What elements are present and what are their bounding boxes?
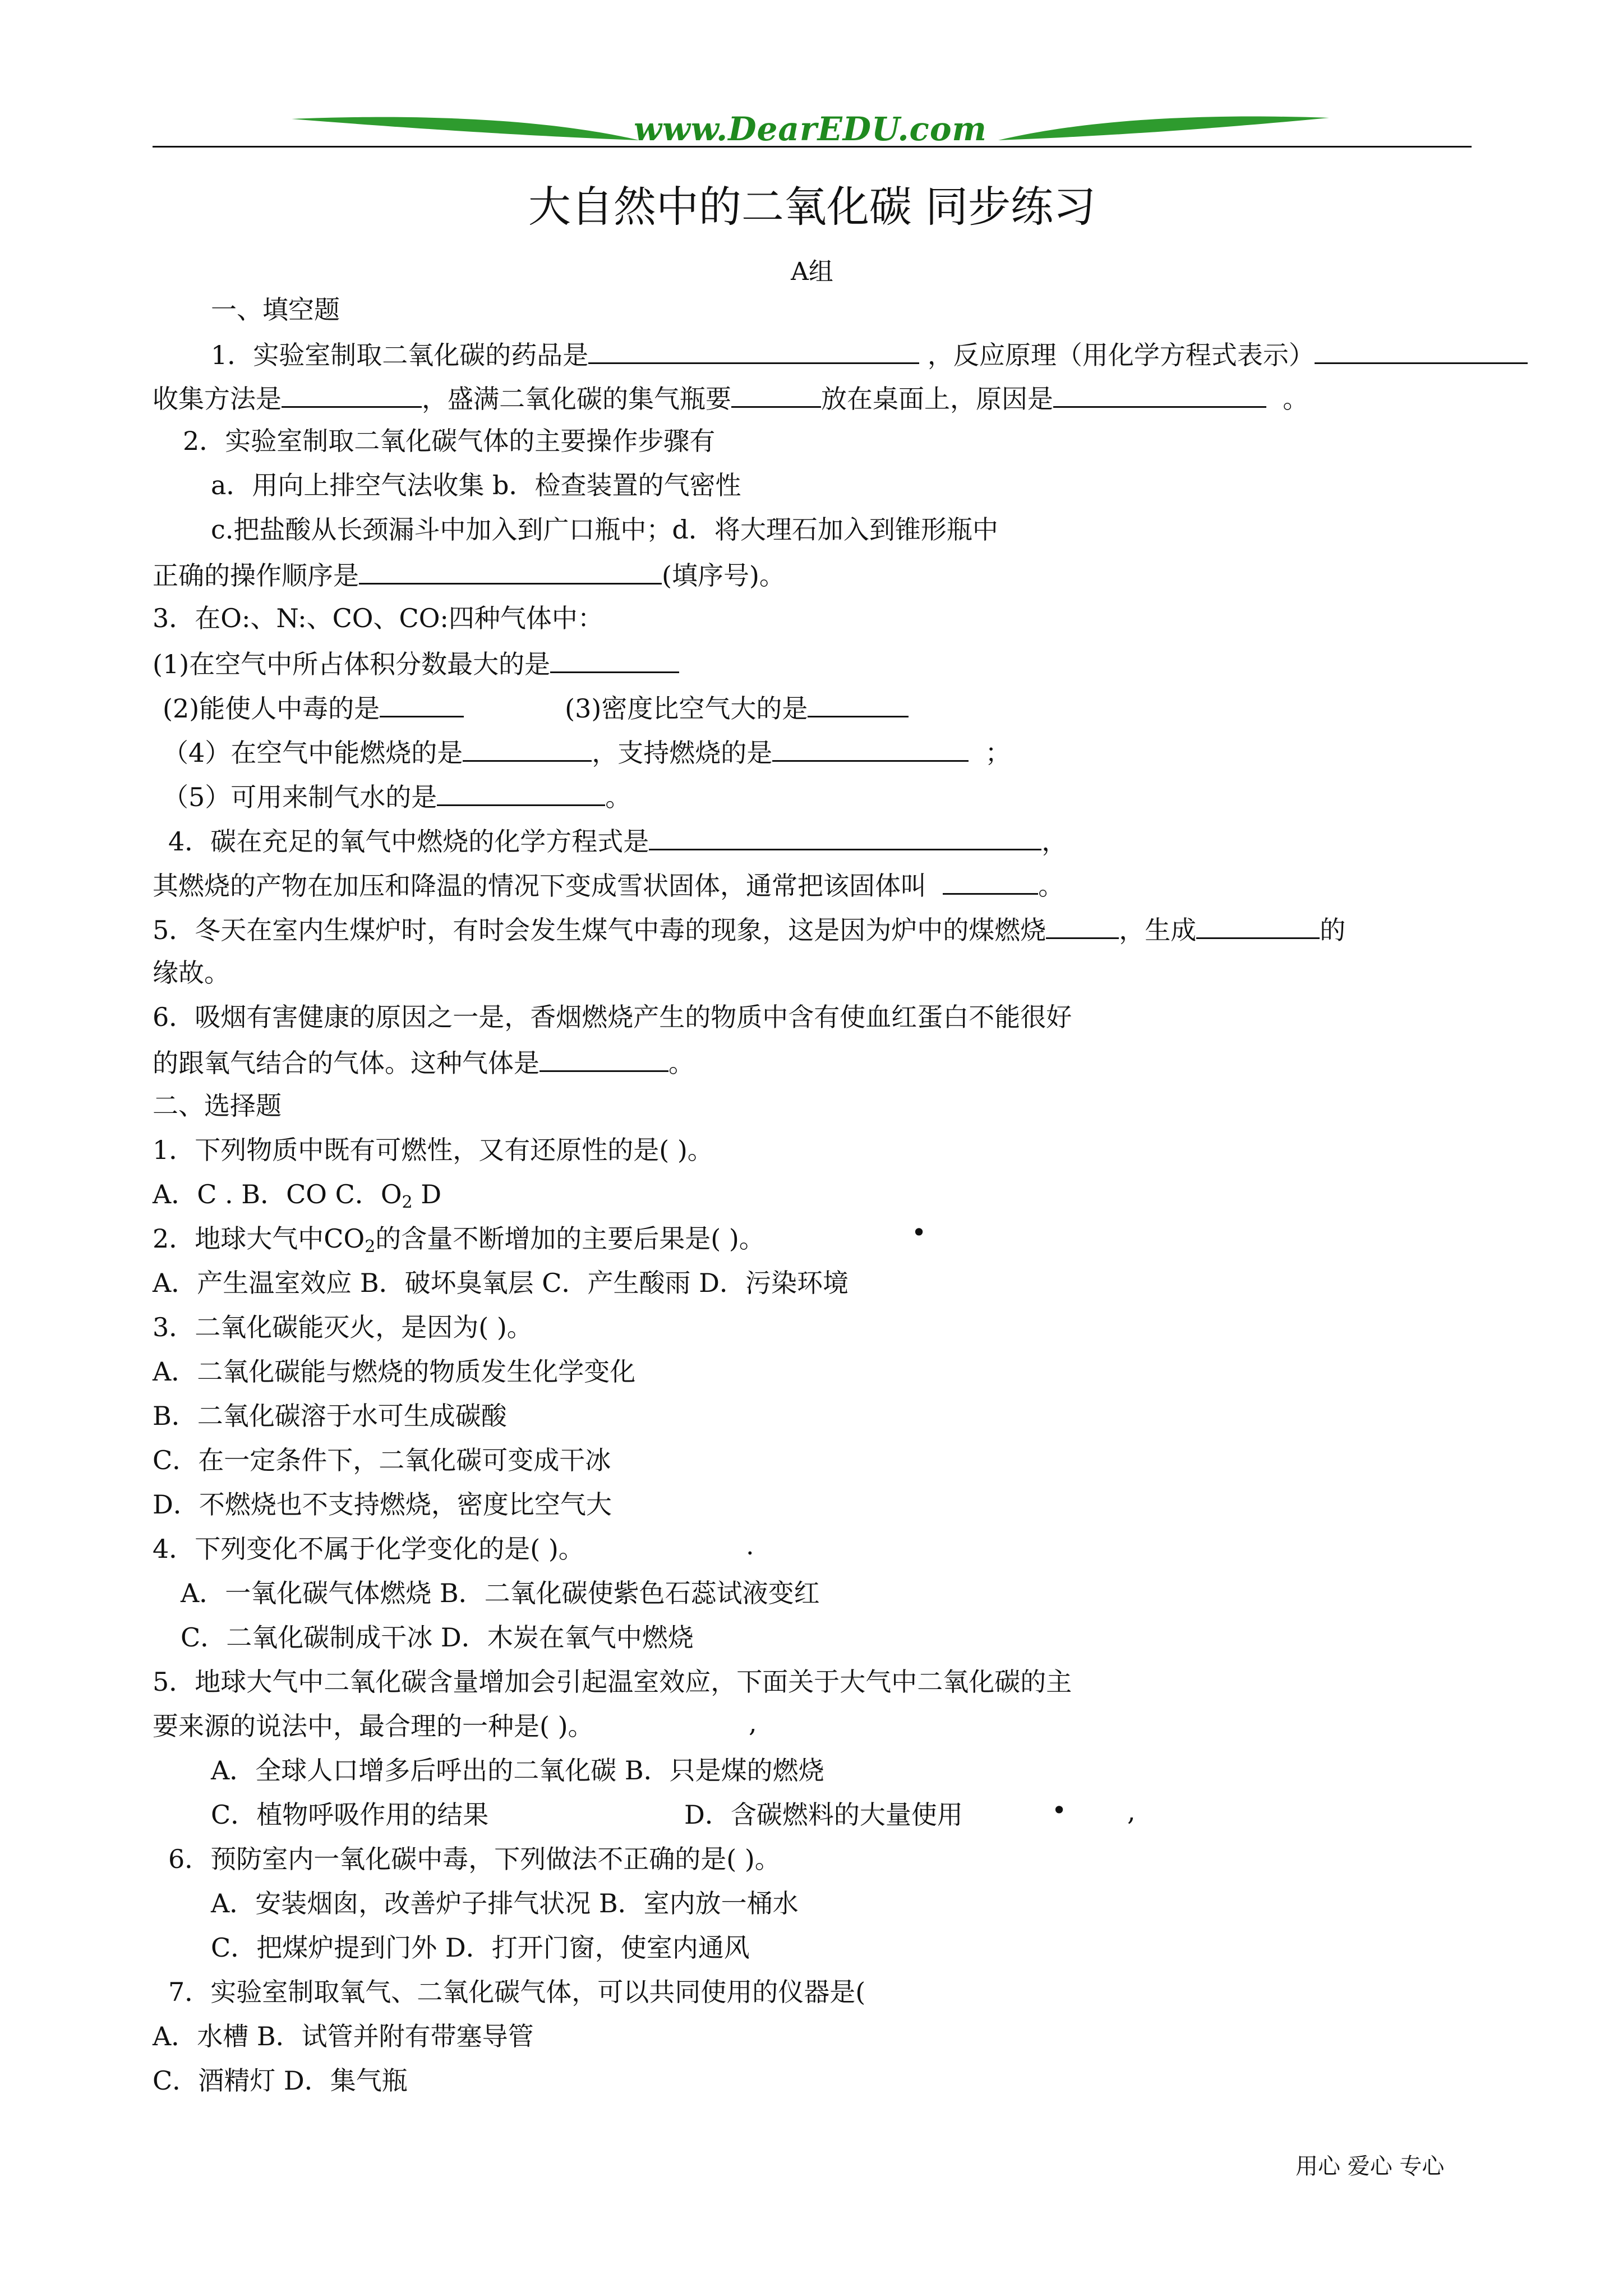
q2-order-suffix: (填序号)。 (662, 560, 785, 591)
choice-q2 (153, 1222, 765, 1264)
q5-text-a: 5．冬天在室内生煤炉时，有时会发生煤气中毒的现象，这是因为炉中的煤燃烧 (153, 915, 1046, 945)
fill-q3: 3．在O:、N:、CO、CO:四种气体中： (153, 603, 603, 633)
fill-q2: 2．实验室制取二氧化碳气体的主要操作步骤有 (183, 426, 716, 456)
choice-q5-line1: 5．地球大气中二氧化碳含量增加会引起温室效应，下面关于大气中二氧化碳的主 (153, 1667, 1072, 1697)
q1-text-e: 放在桌面上，原因是 (821, 384, 1053, 414)
q1-blank-4 (731, 380, 821, 408)
group-label: A组 (791, 257, 833, 286)
fill-q1-line2 (153, 380, 1308, 416)
choice-q3: 3．二氧化碳能灭火，是因为( )。 (153, 1312, 533, 1342)
fill-q6-line2 (153, 1045, 694, 1080)
choice-q7: 7．实验室制取氧气、二氧化碳气体，可以共同使用的仪器是( (168, 1977, 866, 2007)
stray-dot: . (746, 1530, 754, 1561)
q3-5-blank (437, 779, 605, 806)
q5-text-b: ，生成 (1119, 915, 1197, 945)
fill-q2-order (153, 557, 785, 592)
q1-text-f: 。 (1283, 384, 1309, 414)
q3-1-blank (550, 646, 679, 673)
q4-blank-1 (649, 823, 1041, 850)
q3-4-text-b: ，支持燃烧的是 (592, 738, 773, 768)
fill-q3-2-3 (163, 690, 909, 725)
c1-opts-b: D (412, 1179, 442, 1209)
q1-blank-5 (1053, 380, 1266, 408)
stray-dot: • (1052, 1795, 1067, 1825)
stray-dot: , (1127, 1796, 1136, 1826)
q4-text-d: 。 (1038, 871, 1064, 901)
q3-4-blank-1 (463, 734, 592, 762)
choice-q7-ab: A．水槽 B．试管并附有带塞导管 (153, 2021, 534, 2051)
stray-dot: , (749, 1708, 757, 1738)
q4-text-b: ， (1041, 826, 1068, 857)
q5-blank-1 (1046, 912, 1119, 939)
q4-text-a: 4．碳在充足的氧气中燃烧的化学方程式是 (168, 826, 649, 857)
choice-q3-c: C．在一定条件下，二氧化碳可变成干冰 (153, 1445, 611, 1475)
c1-opts-sub: 2 (402, 1193, 413, 1212)
c2-text-a: 2．地球大气中CO (153, 1223, 365, 1254)
fill-q5-line1 (153, 912, 1345, 947)
choice-q3-d: D．不燃烧也不支持燃烧，密度比空气大 (153, 1489, 612, 1520)
fill-q3-5 (163, 779, 631, 814)
stray-dot: • (911, 1217, 927, 1248)
site-banner (292, 108, 1329, 158)
q3-3-text: (3)密度比空气大的是 (565, 693, 808, 724)
q3-2-text: (2)能使人中毒的是 (163, 693, 380, 724)
site-url: www.DearEDU.com (634, 110, 987, 148)
q6-blank (540, 1045, 668, 1072)
q3-4-text-c: ； (985, 738, 1011, 768)
choice-q1-options (153, 1177, 441, 1220)
choice-q6-cd: C．把煤炉提到门外 D．打开门窗，使室内通风 (211, 1932, 750, 1963)
q5-text-c: 的 (1320, 915, 1346, 945)
q3-1-text: (1)在空气中所占体积分数最大的是 (153, 649, 551, 679)
q1-blank-1 (588, 337, 919, 364)
choice-q4: 4．下列变化不属于化学变化的是( )。 (153, 1534, 584, 1564)
q1-blank-2 (1315, 337, 1528, 364)
fill-q4-line1 (168, 823, 1067, 858)
q1-blank-3 (282, 380, 422, 408)
q3-5-suffix: 。 (605, 782, 631, 812)
choice-q3-a: A．二氧化碳能与燃烧的物质发生化学变化 (153, 1356, 636, 1387)
fill-q2-cd: c.把盐酸从长颈漏斗中加入到广口瓶中；d．将大理石加入到锥形瓶中 (211, 514, 998, 545)
choice-q1: 1．下列物质中既有可燃性，又有还原性的是( )。 (153, 1135, 713, 1165)
q2-order-text: 正确的操作顺序是 (153, 560, 359, 591)
fill-q1-line1 (211, 337, 1528, 372)
choice-q4-ab: A．一氧化碳气体燃烧 B．二氧化碳使紫色石蕊试液变红 (181, 1578, 820, 1608)
q1-text-d: ，盛满二氧化碳的集气瓶要 (422, 384, 731, 414)
section-fill-heading: 一、填空题 (211, 295, 340, 325)
q3-4-text-a: （4）在空气中能燃烧的是 (163, 738, 463, 768)
q3-2-blank (380, 690, 464, 717)
fill-q4-line2 (153, 867, 1064, 903)
q4-text-c: 其燃烧的产物在加压和降温的情况下变成雪状固体，通常把该固体叫 (153, 871, 926, 901)
q6-text-c: 。 (668, 1048, 694, 1078)
choice-q5-line2: 要来源的说法中，最合理的一种是( )。 (153, 1711, 594, 1741)
choice-q6-ab: A．安装烟囱，改善炉子排气状况 B．室内放一桶水 (211, 1888, 799, 1918)
fill-q6-line1: 6．吸烟有害健康的原因之一是，香烟燃烧产生的物质中含有使血红蛋白不能很好 (153, 1002, 1072, 1032)
choice-q5-d: D．含碳燃料的大量使用 (684, 1800, 963, 1830)
q3-3-blank (808, 690, 909, 717)
fill-q5-line2: 缘故。 (153, 958, 230, 988)
c2-text-b: 的含量不断增加的主要后果是( )。 (375, 1223, 765, 1254)
q5-blank-2 (1196, 912, 1320, 939)
choice-q3-b: B．二氧化碳溶于水可生成碳酸 (153, 1401, 507, 1431)
c1-opts-a: A．C . B．CO C．O (153, 1179, 402, 1209)
fill-q2-ab: a．用向上排空气法收集 b．检查装置的气密性 (211, 470, 741, 500)
q4-blank-2 (943, 867, 1038, 895)
choice-q4-cd: C．二氧化碳制成干冰 D．木炭在氧气中燃烧 (181, 1622, 694, 1653)
q2-blank (359, 557, 662, 585)
q1-text-b: ，反应原理（用化学方程式表示） (927, 340, 1315, 370)
c2-sub: 2 (365, 1237, 376, 1257)
q3-5-text: （5）可用来制气水的是 (163, 782, 437, 812)
choice-q5-c: C．植物呼吸作用的结果 (211, 1800, 489, 1830)
q6-text-b: 的跟氧气结合的气体。这种气体是 (153, 1048, 540, 1078)
choice-q2-options: A．产生温室效应 B．破坏臭氧层 C．产生酸雨 D．污染环境 (153, 1268, 849, 1298)
q1-text-c: 收集方法是 (153, 384, 282, 414)
page-footer: 用心 爱心 专心 (1295, 2154, 1445, 2179)
section-choice-heading: 二、选择题 (153, 1091, 282, 1121)
q3-4-blank-2 (772, 734, 969, 762)
choice-q7-cd: C．酒精灯 D．集气瓶 (153, 2065, 408, 2096)
page-title: 大自然中的二氧化碳 同步练习 (528, 182, 1096, 232)
fill-q3-1 (153, 646, 679, 681)
fill-q3-4 (163, 734, 1011, 770)
header-rule (153, 146, 1472, 148)
choice-q6: 6．预防室内一氧化碳中毒，下列做法不正确的是( )。 (168, 1844, 781, 1874)
q1-text-a: 1．实验室制取二氧化碳的药品是 (211, 340, 589, 370)
choice-q5-ab: A．全球人口增多后呼出的二氧化碳 B．只是煤的燃烧 (211, 1755, 824, 1786)
